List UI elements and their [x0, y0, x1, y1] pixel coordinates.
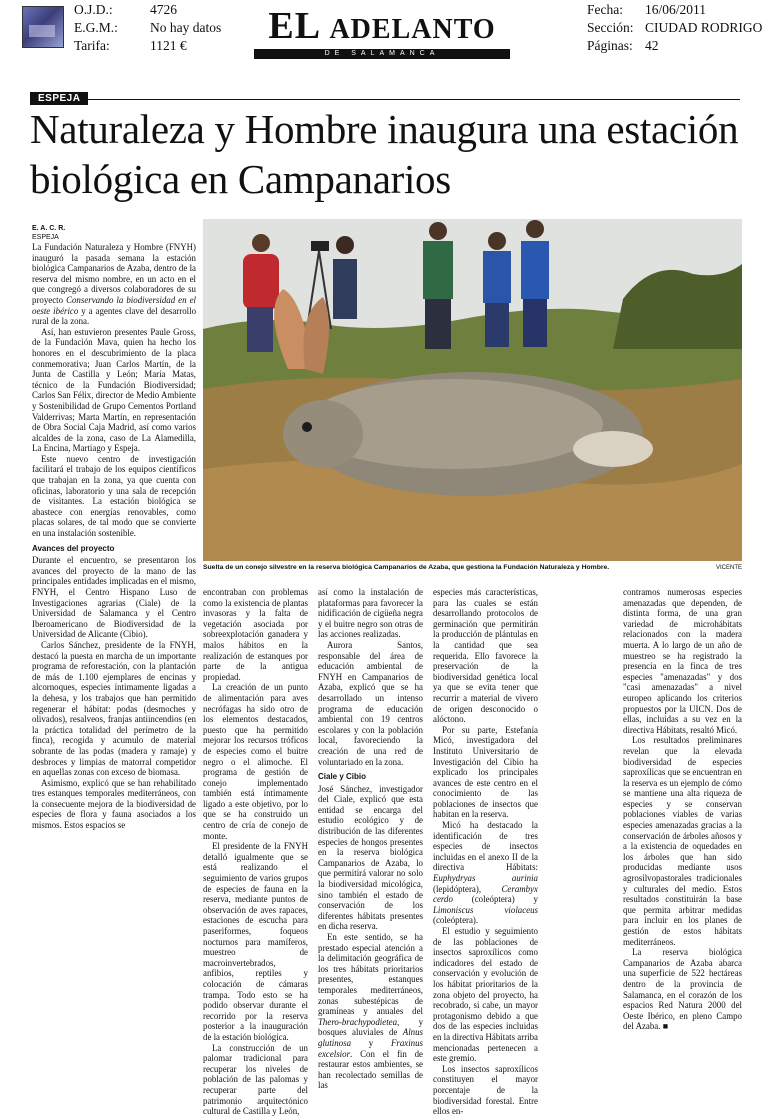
article-column-5 — [623, 587, 742, 1037]
section-rule — [30, 99, 740, 100]
byline-location: ESPEJA — [32, 234, 59, 241]
paragraph: La construcción de un palomar tradicional para recuperar los niveles de población de las palomas y recuperar parte del patrimonio arquitectónico cultural de Castilla y León, — [203, 1042, 308, 1117]
photo-caption: Suelta de un conejo silvestre en la reserva biológica Campanarios de Azaba, que gestiona la Fundación Naturaleza y Hombre. — [203, 564, 610, 571]
thumbnail-image — [22, 6, 64, 48]
paragraph: Los resultados preliminares revelan que la elevada biodiversidad de especies saproxílicas que se encuentran en la reserva es un ejemplo de cómo se mantiene una alta riqueza de especies y se conservan poblaciones viables de varias especies amenazadas gracias a la conservación de árboles añosos y a la existencia de oquedades en los árboles que han sido producidas mediante usos agrosilvopastorales tradicionales y culturales del medio. Estos resultados constituirán la base que permita arbitrar medidas para incluir en los planes de gestión de estos hábitats mediterráneos. — [623, 735, 742, 947]
paragraph: La reserva biológica Campanarios de Azaba abarca una superficie de 522 hectáreas dentro de la provincia de Salamanca, en el corazón de los espacios Red Natura 2000 del Oeste Ibérico, en pleno Campo del Azaba. ■ — [623, 947, 742, 1032]
paragraph: Asimismo, explicó que se han rehabilitado tres estanques temporales mediterráneos, con la consecuente mejora de la biodiversidad de especies de flora y fauna asociados a los mismos. Estos espacios se — [32, 777, 196, 831]
paragraph: Durante el encuentro, se presentaron los avances del proyecto de la mano de las principales entidades implicadas en el mismo, FNYH, el Centro Hispano Luso de Investigaciones agrarias (Ciale) de la Universidad de Salamanca y el Centro Iberoamericano de Biodiversidad de la Universidad de Alicante (Cibio). — [32, 555, 196, 640]
article-column-1 — [32, 242, 196, 1037]
media-metrics — [74, 1, 221, 55]
end-mark-icon: ■ — [662, 1021, 669, 1032]
paragraph: El presidente de la FNYH detalló igualmente que se está realizando el seguimiento de varios grupos de especies de fauna en la reserva, mediante puntos de observación de aves rapaces, estaciones de escucha para paseriformes, foqueos nocturnos para mamíferos, muestreo de macroinvertebrados, anfibios, reptiles y colocación de cámaras trampa. Todo esto se ha podido observar durante el recorrido por la reserva posterior a la inauguración de la estación biológica. — [203, 841, 308, 1042]
paragraph: La creación de un punto de alimentación para aves necrófagas ha sido otro de los elementos destacados, puesto que ha permitido mejorar los recursos tróficos de especies como el buitre negro o el alimoche. El programa de gestión de conejo implementado también está íntimamente ligado a este objetivo, por lo que se ha construido un centro de cría de conejo de monte. — [203, 682, 308, 841]
info-seccion: Sección: CIUDAD RODRIGO — [587, 20, 763, 35]
logo-name: ADELANTO — [329, 14, 496, 45]
logo-article: EL — [268, 5, 319, 47]
publication-info — [587, 1, 762, 55]
metric-egm: E.G.M.: No hay datos — [74, 20, 222, 35]
info-fecha: Fecha: 16/06/2011 — [587, 2, 707, 17]
byline-author: E. A. C. R. — [32, 225, 66, 232]
paragraph: Aurora Santos, responsable del área de educación ambiental de FNYH en Campanarios de Azaba, explicó que se ha desarrollado un intenso programa de educación ambiental con 19 centros escolares y con la población local, favoreciendo la creación de una red de voluntariado en la zona. — [318, 639, 423, 767]
section-label: ESPEJA — [30, 92, 88, 105]
paragraph: Carlos Sánchez, presidente de la FNYH, destacó la puesta en marcha de un importante programa de reforestación, con la plantación de más de 1.100 ejemplares de encinas y alcornoques, especies íntimamente ligadas a la dehesa, y los trabajos que han permitido regenerar el hábitat: podas (desmoches y olivados), resalveos, franjas antiincendios (en la práctica totalidad del perímetro de la finca), recogida y acumulo de material sobrante de las podas (madera y ramaje) y desbroces y limpias de matorral competidor en aquellas zonas con exceso de biomasa. — [32, 639, 196, 778]
article-column-4 — [433, 587, 538, 1117]
paragraph: contramos numerosas especies amenazadas que dependen, de distinta forma, de una gran variedad de microhábitats relacionados con la madera muerta. A lo largo de un año de muestreo se ha registrado la presencia en la finca de tres especies "amenazadas" y dos "casi amenazadas" a nivel europeo aplicando los criterios propuestos por la UICN. Dos de ellas, incluidas a su vez en la directiva Hábitats, resaltó Micó. — [623, 587, 742, 735]
subheading: Avances del proyecto — [32, 543, 115, 553]
paragraph: La Fundación Naturaleza y Hombre (FNYH) inauguró la pasada semana la estación biológica Campanarios de Azaba, dentro de la reserva del mismo nombre, en un acto en el que congregó a diversos colaboradores de su proyecto Conservando la biodiversidad en el oeste ibérico y a agentes clave del desarrollo rural de la zona. — [32, 242, 197, 327]
newspaper-logo — [254, 5, 510, 59]
subheading: Ciale y Cibio — [318, 772, 367, 782]
paragraph: En este sentido, se ha prestado especial atención a la delimitación geográfica de los tres hábitats prioritarios presentes, estanques temporales mediterráneos, zonas subestépicas de gramíneas y anuales del Thero-brachypodietea, y bosques aluviales de Alnus glutinosa y Fraxinus excelsior. Con el fin de restaurar estos ambientes, se han recolectado semillas de las — [318, 932, 423, 1091]
paragraph: El estudio y seguimiento de las poblaciones de insectos saproxílicos como indicadores del estado de conservación y evolución de los hábitat prioritarios de la zona objeto del proyecto, ha recobrado, si cabe, un mayor protagonismo debido a que dos de las especies incluidas en la directiva Hábitats arriba mencionadas pertenecen a este gremio. — [433, 926, 538, 1064]
article-column-3 — [318, 587, 423, 1091]
paragraph: Por su parte, Estefanía Micó, investigadora del Instituto Universitario de Investigación del Cibio ha explicado los principales avances de este centro en el conocimiento de las poblaciones de insectos que habitan en la reserva. — [433, 724, 538, 820]
article-photo — [203, 219, 742, 561]
paragraph: Micó ha destacado la identificación de tres especies de insectos incluidas en el anexo II de la directiva Hábitats: Euphydryas aurinia (lepidóptera), Cerambyx cerdo (coleóptera) y Limoniscus violaceus (coleóptera). — [433, 820, 538, 926]
photo-credit: VICENTE — [715, 565, 742, 571]
paragraph: Así, han estuvieron presentes Paule Gross, de la Fundación Mava, quien ha hecho los honores en el descubrimiento de la placa conmemorativa; Juan Carlos Martín, de la Junta de Castilla y León; María Matas, técnico de la Fundación Biodiversidad; Carlos San Félix, director de Medio Ambiente y Sostenibilidad de Grupo Cementos Portland Valderrivas; Marta Martín, en representación de Obra Social Caja Madrid, así como varios alcaldes de la zona, caso de La Alamedilla, La Encina, Martiago y Espeja. — [32, 326, 196, 454]
metric-tarifa: Tarifa: 1121 € — [74, 38, 187, 53]
headline: Naturaleza y Hombre inaugura una estación biológica en Campanarios — [30, 106, 739, 202]
info-paginas: Páginas: 42 — [587, 38, 659, 53]
paragraph: así como la instalación de plataformas para favorecer la nidificación de cigüeña negra y el buitre negro son otras de las acciones realizadas. — [318, 587, 423, 640]
metric-ojd: O.J.D.: 4726 — [74, 2, 177, 17]
paragraph: José Sánchez, investigador del Ciale, explicó que esta entidad se encarga del estudio ecológico y de distribución de las diferentes especies de hongos presentes en la reserva biológica Campanarios de Azaba, lo que permitirá valorar no solo la biodiversidad micológica, sino también el estado de conservación de los diferentes hábitats presentes en dicha reserva. — [318, 783, 423, 932]
article-column-2 — [203, 587, 308, 1117]
paragraph: Este nuevo centro de investigación facilitará el trabajo de los equipos científicos que trabajan en la zona, ya que cuenta con oficinas, laboratorio y una sala de recepción de visitantes. La estación biológica se abastece con energías renovables, como placas solares, de tal modo que se convierte en una instalación sostenible. — [32, 453, 196, 539]
clipping-header — [0, 0, 769, 62]
byline — [32, 224, 65, 242]
logo-tagline: DE SALAMANCA — [254, 49, 510, 59]
paragraph: encontraban con problemas como la existencia de plantas invasoras y la falta de vegetación asociada por sobreexplotación ganadera y malos hábitos en la realización de estanques por parte de la antigua propiedad. — [203, 587, 308, 682]
paragraph: especies más características, para las cuales se están desarrollando protocolos de germinación que permitirán la producción de plántulas en la cantidad que sea requerida. Ello favorece la preservación de la biodiversidad genética local ya que se evita tener que recurrir a material de vivero de origen desconocido o alóctono. — [433, 587, 538, 725]
photo-scene — [203, 219, 742, 561]
paragraph: Los insectos saproxílicos constituyen el mayor porcentaje de la biodiversidad forestal. Entre ellos en- — [433, 1063, 538, 1117]
